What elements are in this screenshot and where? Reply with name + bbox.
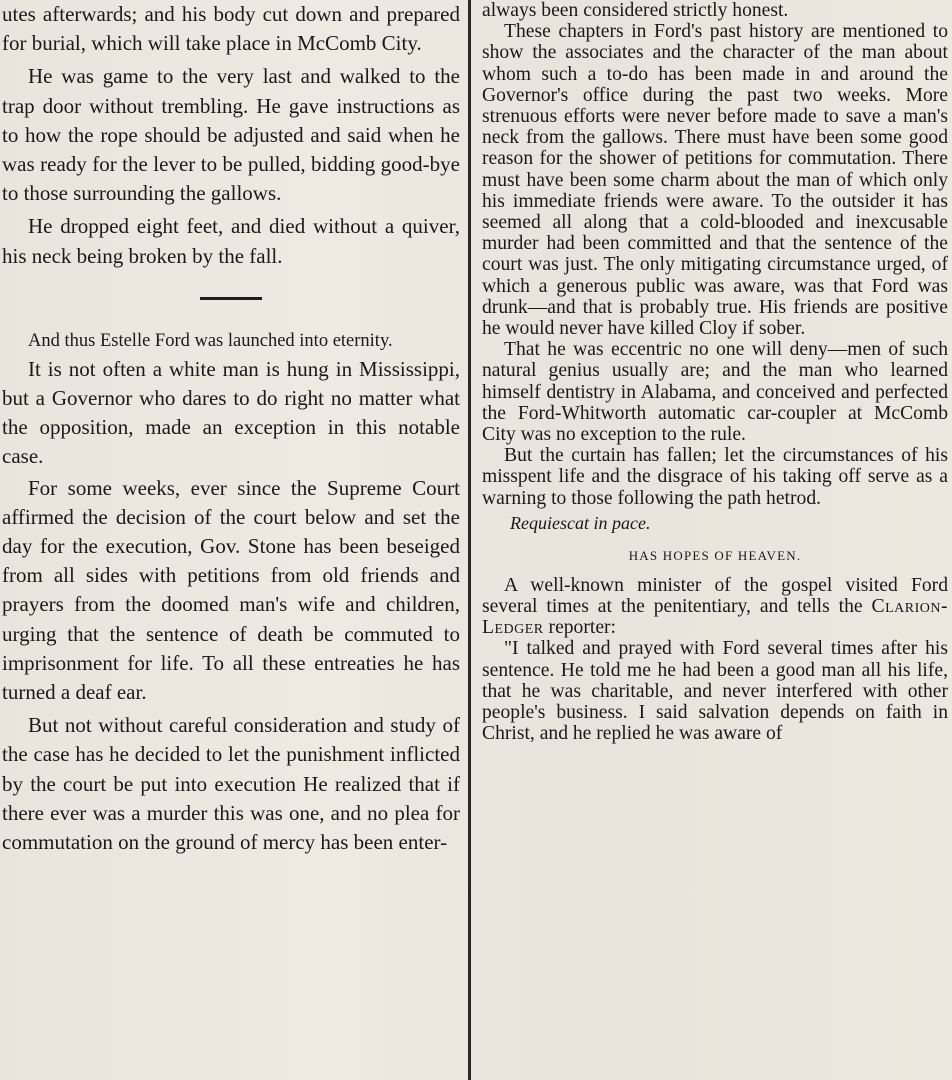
minister-text-start: A well-known minister of the gospel visited Ford several times at the penitentiary, and tells the xyxy=(482,574,948,618)
paragraph-strictly-honest: always been considered strictly honest. xyxy=(482,0,789,21)
paragraph-eccentric: That he was eccentric no one will deny—men of such natural genius usually are; and the man who learned himself dentistry in Alabama, and conceived and perfected the Ford-Whitworth automatic car-coupler at McComb City was no exception to the rule. xyxy=(482,339,948,446)
paragraph-curtain-fallen: But the curtain has fallen; let the circumstances of his misspent life and the disgrace of his taking off serve as a warning to those following the path hetrod. xyxy=(482,445,948,509)
paragraph-launched-into-eternity: And thus Estelle Ford was launched into eternity. xyxy=(28,330,393,351)
newspaper-name: Clarion-Ledger xyxy=(482,596,948,639)
section-divider xyxy=(200,297,262,300)
column-rule xyxy=(468,0,471,1080)
signoff-requiescat: Requiescat in pace. xyxy=(510,512,651,533)
left-column xyxy=(2,0,460,1080)
paragraph-past-history: These chapters in Ford's past history are mentioned to show the associates and the character of the man about whom such a to-do has been made in and around the Governor's office during the past two weeks. More strenuous efforts were never before made to save a man's neck from the gallows. There must have been some good reason for the shower of petitions for commutation. There must have been some charm about the man of which only his immediate friends were aware. To the outsider it has seemed all along that a cold-blooded and inexcusable murder had been committed and that the sentence of the court was just. The only mitigating circumstance urged, of which a generous public was aware, was that Ford was drunk—and that is probably true. His friends are positive he would never have killed Cloy if sober. xyxy=(482,21,948,340)
right-column xyxy=(482,0,948,1080)
paragraph-quote: "I talked and prayed with Ford several times after his sentence. He told me he had been a good man all his life, that he was charitable, and never interfered with other people's business. I said salvation depends on faith in Christ, and he replied he was aware of xyxy=(482,638,948,745)
paragraph-minister xyxy=(482,575,948,639)
minister-text-end: reporter: xyxy=(543,617,616,639)
paragraph-not-often: It is not often a white man is hung in Mississippi, but a Governor who dares to do right no matter what the opposition, made an exception in this notable case. xyxy=(2,356,460,469)
paragraph-dropped: He dropped eight feet, and died without a quiver, his neck being broken by the fall. xyxy=(2,214,460,268)
paragraph-game-to-last: He was game to the very last and walked to the trap door without trembling. He gave instructions as to how the rope should be adjusted and said when he was ready for the lever to be pulled, bidding good-bye to those surrounding the gallows. xyxy=(2,64,460,206)
paragraph-some-weeks: For some weeks, ever since the Supreme Court affirmed the decision of the court below and set the day for the execution, Gov. Stone has been beseiged from all sides with petitions from old friends and prayers from the doomed man's wife and children, urging that the sentence of death be commuted to imprisonment for life. To all these entreaties he has turned a deaf ear. xyxy=(2,475,460,705)
subheading-hopes-of-heaven: HAS HOPES OF HEAVEN. xyxy=(628,547,802,563)
paragraph-burial: utes afterwards; and his body cut down and prepared for burial, which will take place in McComb City. xyxy=(2,2,460,56)
paragraph-careful-consideration: But not without careful consideration and study of the case has he decided to let the punishment inflicted by the court be put into execution He realized that if there ever was a murder this was one, and no plea for commutation on the ground of mercy has been enter- xyxy=(2,713,460,855)
